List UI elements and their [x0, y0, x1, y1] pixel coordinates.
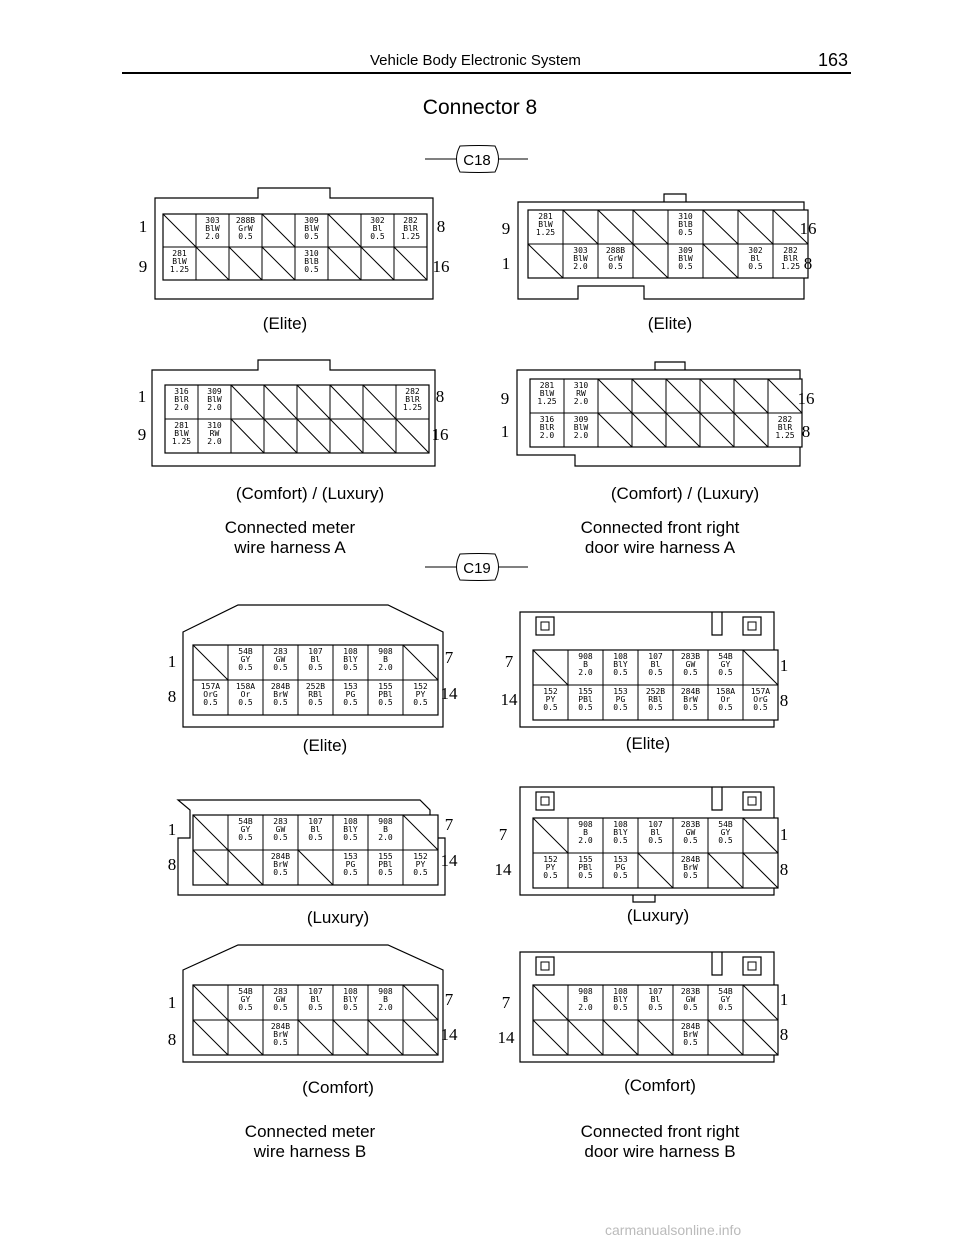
description-c18-door: Connected front right door wire harness A	[580, 518, 740, 557]
pin-number: 8	[435, 387, 445, 406]
pin-number: 1	[167, 993, 177, 1012]
wire-label: 252B RBl 0.5	[645, 687, 666, 712]
wire-label: 908 B 2.0	[378, 817, 393, 842]
wire-label: 152 PY 0.5	[543, 687, 558, 712]
pin-number: 14	[440, 1025, 458, 1044]
latch-square	[743, 617, 761, 635]
wire-label: 282 BlR 1.25	[775, 415, 795, 440]
wire-label: 310 BlB 0.5	[678, 212, 693, 237]
wire-label: 108 BlY 0.5	[343, 987, 358, 1012]
connector-id-c18: C18	[463, 152, 491, 169]
wire-label: 54B GY 0.5	[718, 820, 733, 845]
connector-view-c18_door_comfort	[501, 362, 815, 466]
wire-label: 283B GW 0.5	[680, 987, 701, 1012]
pin-number: 8	[167, 1030, 177, 1049]
wire-label: 155 PBl 0.5	[578, 855, 593, 880]
pin-number: 1	[500, 422, 510, 441]
wire-label: 54B GY 0.5	[238, 987, 253, 1012]
wire-label: 281 BlW 1.25	[169, 249, 190, 274]
wire-label: 107 Bl 0.5	[308, 647, 323, 672]
caption-c18-meter-elite: (Elite)	[262, 314, 308, 333]
latch-square	[536, 617, 554, 635]
wire-label: 281 BlW 1.25	[535, 212, 556, 237]
wire-label: 283B GW 0.5	[680, 820, 701, 845]
wire-label: 282 BlR 1.25	[780, 246, 801, 271]
wire-label: 158A Or 0.5	[715, 687, 736, 712]
pin-number: 1	[167, 820, 177, 839]
wire-label: 316 BlR 2.0	[174, 387, 189, 412]
latch-square	[536, 957, 554, 975]
wire-label: 309 BlW 0.5	[304, 216, 319, 241]
caption-c18-meter-comfort-luxury: (Comfort) / (Luxury)	[235, 484, 385, 503]
connector-view-c19_door_luxury	[495, 787, 789, 902]
wire-label: 284B BrW 0.5	[680, 687, 701, 712]
wire-label: 908 B 2.0	[378, 647, 393, 672]
pin-number: 7	[444, 815, 454, 834]
caption-c18-door-comfort-luxury: (Comfort) / (Luxury)	[610, 484, 760, 503]
latch-tab	[712, 787, 722, 810]
wire-label: 155 PBl 0.5	[378, 852, 393, 877]
pin-number: 8	[779, 860, 789, 879]
pin-number: 7	[504, 652, 514, 671]
wire-label: 108 BlY 0.5	[613, 820, 628, 845]
wire-label: 908 B 2.0	[578, 652, 593, 677]
wire-label: 282 BlR 1.25	[400, 216, 421, 241]
connector-view-c19_meter_elite	[168, 605, 458, 727]
wire-label: 107 Bl 0.5	[308, 817, 323, 842]
pin-number: 8	[167, 855, 177, 874]
wire-label: 908 B 2.0	[378, 987, 393, 1012]
latch-tab	[712, 612, 722, 635]
connector-view-c18_door_elite	[502, 194, 817, 299]
pin-number: 1	[138, 217, 148, 236]
wire-label: 283 GW 0.5	[273, 987, 288, 1012]
caption-c19-door-comfort: (Comfort)	[624, 1076, 696, 1095]
page-title: Connector 8	[422, 96, 538, 119]
wire-label: 158A Or 0.5	[235, 682, 256, 707]
connector-id-marker-c18	[425, 146, 528, 173]
pin-number: 1	[501, 254, 511, 273]
pin-number: 16	[797, 389, 815, 408]
wire-label: 107 Bl 0.5	[648, 652, 663, 677]
wire-label: 284B BrW 0.5	[270, 1022, 291, 1047]
caption-c19-meter-comfort: (Comfort)	[302, 1078, 374, 1097]
wire-label: 284B BrW 0.5	[680, 855, 701, 880]
wire-label: 152 PY 0.5	[413, 682, 428, 707]
wire-label: 107 Bl 0.5	[648, 987, 663, 1012]
wire-label: 108 BlY 0.5	[613, 987, 628, 1012]
wire-label: 153 PG 0.5	[613, 855, 628, 880]
wire-label: 310 RW 2.0	[207, 421, 222, 446]
description-c19-meter: Connected meter wire harness B	[244, 1122, 376, 1161]
latch-tab	[712, 952, 722, 975]
wire-label: 282 BlR 1.25	[402, 387, 423, 412]
pin-number: 1	[779, 825, 789, 844]
wire-label: 107 Bl 0.5	[308, 987, 323, 1012]
pin-number: 1	[779, 656, 789, 675]
connector-view-c19_meter_comfort	[168, 945, 458, 1062]
wire-label: 288B GrW 0.5	[605, 246, 626, 271]
caption-c19-door-elite: (Elite)	[625, 734, 671, 753]
footer-watermark: carmanualsonline.info	[605, 1222, 742, 1238]
wire-label: 284B BrW 0.5	[270, 852, 291, 877]
latch-square	[743, 957, 761, 975]
wire-label: 108 BlY 0.5	[343, 817, 358, 842]
latch-square-inner	[541, 797, 549, 805]
wire-label: 54B GY 0.5	[718, 652, 733, 677]
latch-square-inner	[541, 622, 549, 630]
wire-label: 107 Bl 0.5	[648, 820, 663, 845]
pin-number: 14	[494, 860, 512, 879]
wire-label: 302 Bl 0.5	[748, 246, 763, 271]
connector-view-c19_door_comfort	[498, 952, 789, 1062]
wire-label: 309 BlW 0.5	[678, 246, 693, 271]
wire-label: 153 PG 0.5	[343, 852, 358, 877]
connector-id-c19: C19	[463, 560, 491, 577]
wire-label: 288B GrW 0.5	[235, 216, 256, 241]
pin-number: 14	[497, 1028, 515, 1047]
wire-label: 310 BlB 0.5	[304, 249, 319, 274]
pin-number: 8	[801, 422, 811, 441]
pin-number: 8	[167, 687, 177, 706]
pin-number: 14	[440, 851, 458, 870]
connector-id-marker-c19	[425, 554, 528, 581]
wire-label: 153 PG 0.5	[343, 682, 358, 707]
caption-c19-meter-elite: (Elite)	[302, 736, 348, 755]
header-title: Vehicle Body Electronic System	[370, 52, 581, 69]
description-c18-meter: Connected meter wire harness A	[224, 518, 356, 557]
latch-square-inner	[748, 962, 756, 970]
wire-label: 54B GY 0.5	[238, 647, 253, 672]
page-number: 163	[818, 50, 849, 70]
wire-label: 252B RBl 0.5	[305, 682, 326, 707]
pin-number: 8	[779, 1025, 789, 1044]
pin-number: 16	[799, 219, 817, 238]
pin-number: 8	[779, 691, 789, 710]
wire-label: 155 PBl 0.5	[378, 682, 393, 707]
pin-number: 14	[440, 684, 458, 703]
latch-square-inner	[748, 797, 756, 805]
connector-view-c19_meter_luxury	[168, 800, 458, 895]
pin-number: 9	[500, 389, 510, 408]
caption-c19-meter-luxury: (Luxury)	[306, 908, 370, 927]
wire-label: 54B GY 0.5	[718, 987, 733, 1012]
wire-label: 309 BlW 2.0	[573, 415, 589, 440]
pin-number: 9	[138, 257, 148, 276]
pin-number: 7	[501, 993, 511, 1012]
wire-label: 283B GW 0.5	[680, 652, 701, 677]
latch-square	[743, 792, 761, 810]
latch-square-inner	[748, 622, 756, 630]
pin-number: 8	[803, 254, 813, 273]
pin-number: 9	[501, 219, 511, 238]
wire-label: 316 BlR 2.0	[539, 415, 555, 440]
pin-number: 7	[444, 648, 454, 667]
connector-view-c18_meter_elite	[139, 188, 450, 299]
pin-number: 8	[436, 217, 446, 236]
wire-label: 284B BrW 0.5	[270, 682, 291, 707]
pin-number: 1	[137, 387, 147, 406]
wire-label: 283 GW 0.5	[273, 647, 288, 672]
pin-number: 16	[431, 425, 449, 444]
wire-label: 54B GY 0.5	[238, 817, 253, 842]
wire-label: 309 BlW 2.0	[207, 387, 222, 412]
pin-number: 7	[498, 825, 508, 844]
wire-label: 283 GW 0.5	[273, 817, 288, 842]
caption-c18-door-elite: (Elite)	[647, 314, 693, 333]
connector-view-c18_meter_comfort	[138, 360, 449, 466]
wire-label: 908 B 2.0	[578, 820, 593, 845]
caption-c19-door-luxury: (Luxury)	[626, 906, 690, 925]
pin-number: 16	[432, 257, 450, 276]
wire-label: 303 BlW 2.0	[205, 216, 220, 241]
pin-number: 1	[779, 990, 789, 1009]
description-c19-door: Connected front right door wire harness B	[580, 1122, 740, 1161]
latch-square-inner	[541, 962, 549, 970]
wire-label: 310 RW 2.0	[573, 381, 589, 406]
wire-label: 281 BlW 1.25	[171, 421, 192, 446]
wire-label: 108 BlY 0.5	[343, 647, 358, 672]
wire-label: 281 BlW 1.25	[537, 381, 557, 406]
wire-label: 284B BrW 0.5	[680, 1022, 701, 1047]
pin-number: 14	[500, 690, 518, 709]
wire-label: 302 Bl 0.5	[370, 216, 385, 241]
wire-label: 108 BlY 0.5	[613, 652, 628, 677]
pin-number: 1	[167, 652, 177, 671]
wire-label: 152 PY 0.5	[413, 852, 428, 877]
pin-number: 7	[444, 990, 454, 1009]
pin-number: 9	[137, 425, 147, 444]
wire-label: 152 PY 0.5	[543, 855, 558, 880]
wire-label: 153 PG 0.5	[613, 687, 628, 712]
wire-label: 303 BlW 2.0	[573, 246, 588, 271]
wire-label: 157A OrG 0.5	[750, 687, 771, 712]
latch-square	[536, 792, 554, 810]
wire-label: 908 B 2.0	[578, 987, 593, 1012]
connector-view-c19_door_elite	[501, 612, 789, 727]
wire-label: 155 PBl 0.5	[578, 687, 593, 712]
wire-label: 157A OrG 0.5	[200, 682, 221, 707]
